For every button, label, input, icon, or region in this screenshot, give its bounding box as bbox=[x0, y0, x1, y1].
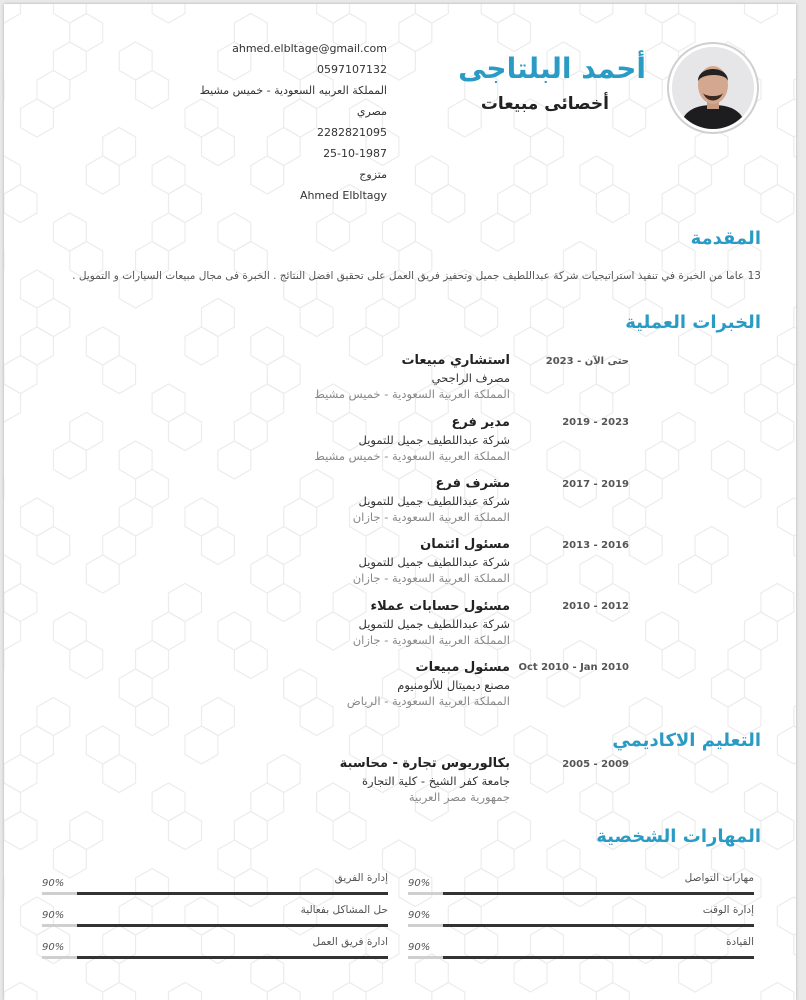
hexagon-shape bbox=[498, 812, 531, 850]
entry-location: المملكة العربية السعودية - خميس مشيط bbox=[314, 449, 510, 463]
hexagon-shape bbox=[761, 983, 794, 1000]
hexagon-shape bbox=[103, 356, 136, 394]
skill-fill bbox=[77, 956, 388, 959]
hexagon-shape bbox=[662, 641, 695, 679]
skill-name: القيادة bbox=[726, 936, 754, 948]
hexagon-shape bbox=[745, 783, 778, 821]
hexagon-shape bbox=[119, 498, 152, 536]
hexagon-shape bbox=[695, 527, 728, 565]
hexagon-shape bbox=[761, 356, 794, 394]
hexagon-shape bbox=[580, 4, 613, 23]
entry-title: مسئول مبيعات bbox=[415, 660, 510, 675]
entry-org: شركة عبداللطيف جميل للتمويل bbox=[358, 617, 510, 631]
hexagon-shape bbox=[136, 470, 169, 508]
skill-track bbox=[408, 892, 754, 895]
hexagon-shape bbox=[37, 527, 70, 565]
entry-date: 2013 - 2016 bbox=[562, 540, 629, 551]
hexagon-shape bbox=[794, 698, 796, 736]
entry-org: مصرف الراجحي bbox=[431, 371, 510, 385]
experience-entry bbox=[210, 536, 510, 586]
birth-date: 25-10-1987 bbox=[323, 147, 387, 160]
hexagon-shape bbox=[70, 413, 103, 451]
entry-date: 2017 - 2019 bbox=[562, 479, 629, 490]
hexagon-shape bbox=[53, 213, 86, 251]
resume-page bbox=[4, 4, 796, 1000]
skill-percent: 90% bbox=[42, 910, 65, 921]
hexagon-shape bbox=[152, 4, 185, 23]
hexagon-shape bbox=[415, 156, 448, 194]
id-number: 2282821095 bbox=[317, 126, 387, 139]
hexagon-shape bbox=[662, 14, 695, 52]
job-title: أخصائى مبيعات bbox=[480, 94, 609, 114]
hexagon-shape bbox=[333, 812, 366, 850]
hexagon-shape bbox=[4, 783, 21, 821]
phone: 0597107132 bbox=[317, 63, 387, 76]
entry-title: استشاري مبيعات bbox=[401, 353, 510, 368]
contact-info bbox=[184, 38, 387, 206]
hexagon-shape bbox=[777, 498, 796, 536]
hexagon-shape bbox=[53, 42, 86, 80]
entry-date: 2019 - 2023 bbox=[562, 417, 629, 428]
hexagon-shape bbox=[514, 555, 547, 593]
entry-date: 2010 - 2012 bbox=[562, 601, 629, 612]
hexagon-shape bbox=[794, 527, 796, 565]
entry-location: جمهورية مصر العربية bbox=[408, 790, 510, 804]
entry-location: المملكة العربية السعودية - الرياض bbox=[346, 694, 510, 708]
skill-name: إدارة الفريق bbox=[334, 872, 388, 884]
hexagon-shape bbox=[37, 299, 70, 337]
hexagon-shape bbox=[169, 812, 202, 850]
experience-entry bbox=[210, 659, 510, 709]
hexagon-shape bbox=[152, 783, 185, 821]
entry-date: 2005 - 2009 bbox=[562, 759, 629, 770]
entry-location: المملكة العربية السعودية - خميس مشيط bbox=[314, 387, 510, 401]
hexagon-shape bbox=[646, 441, 679, 479]
hexagon-shape bbox=[4, 4, 21, 23]
hexagon-shape bbox=[4, 156, 21, 194]
skill-bar bbox=[42, 936, 388, 966]
hexagon-shape bbox=[21, 726, 54, 764]
entry-org: جامعة كفر الشيخ - كلية التجارة bbox=[362, 774, 510, 788]
skill-bar bbox=[42, 872, 388, 902]
skill-percent: 90% bbox=[42, 942, 65, 953]
hexagon-shape bbox=[629, 470, 662, 508]
hexagon-shape bbox=[794, 299, 796, 337]
skill-name: ادارة فريق العمل bbox=[312, 936, 388, 948]
hexagon-shape bbox=[745, 612, 778, 650]
hexagon-shape bbox=[531, 299, 564, 337]
hexagon-shape bbox=[761, 584, 794, 622]
hexagon-shape bbox=[679, 156, 712, 194]
skill-bar bbox=[408, 872, 754, 902]
skill-track bbox=[408, 924, 754, 927]
hexagon-shape bbox=[21, 99, 54, 137]
education-heading: التعليم الاكاديمي bbox=[612, 730, 761, 751]
hexagon-shape bbox=[152, 156, 185, 194]
skill-percent: 90% bbox=[42, 878, 65, 889]
hexagon-shape bbox=[415, 4, 448, 23]
hexagon-shape bbox=[662, 413, 695, 451]
hexagon-shape bbox=[4, 384, 21, 422]
skill-fill bbox=[443, 924, 754, 927]
hexagon-shape bbox=[481, 213, 514, 251]
entry-org: شركة عبداللطيف جميل للتمويل bbox=[358, 433, 510, 447]
hexagon-shape bbox=[86, 156, 119, 194]
hexagon-shape bbox=[728, 470, 761, 508]
hexagon-shape bbox=[695, 356, 728, 394]
hexagon-shape bbox=[86, 726, 119, 764]
hexagon-shape bbox=[712, 441, 745, 479]
experience-heading: الخبرات العملية bbox=[625, 312, 761, 333]
hexagon-shape bbox=[119, 441, 152, 479]
experience-entry bbox=[210, 414, 510, 464]
marital-status: متزوج bbox=[359, 168, 387, 181]
education-entry bbox=[210, 755, 510, 805]
entry-org: شركة عبداللطيف جميل للتمويل bbox=[358, 555, 510, 569]
hexagon-shape bbox=[745, 156, 778, 194]
hexagon-shape bbox=[70, 812, 103, 850]
hexagon-shape bbox=[136, 71, 169, 109]
hexagon-shape bbox=[152, 213, 185, 251]
skill-name: حل المشاكل بفعالية bbox=[300, 904, 388, 916]
hexagon-shape bbox=[202, 299, 235, 337]
hexagon-shape bbox=[4, 812, 37, 850]
hexagon-shape bbox=[103, 983, 136, 1000]
experience-entry bbox=[210, 598, 510, 648]
hexagon-shape bbox=[267, 983, 300, 1000]
hexagon-shape bbox=[596, 983, 629, 1000]
intro-heading: المقدمة bbox=[690, 228, 761, 249]
entry-date: Oct 2010 - Jan 2010 bbox=[518, 662, 629, 673]
entry-org: مصنع ديميتال للألومنيوم bbox=[397, 678, 510, 692]
hexagon-shape bbox=[646, 213, 679, 251]
hexagon-shape bbox=[317, 213, 350, 251]
hexagon-shape bbox=[317, 4, 350, 23]
skill-fill bbox=[77, 924, 388, 927]
entry-location: المملكة العربية السعودية - جازان bbox=[352, 510, 510, 524]
hexagon-shape bbox=[646, 4, 679, 23]
hexagon-shape bbox=[70, 14, 103, 52]
hexagon-shape bbox=[547, 669, 580, 707]
hexagon-shape bbox=[761, 413, 794, 451]
entry-location: المملكة العربية السعودية - جازان bbox=[352, 571, 510, 585]
hexagon-shape bbox=[432, 983, 465, 1000]
hexagon-shape bbox=[169, 584, 202, 622]
entry-title: بكالوريوس تجارة - محاسبة bbox=[339, 756, 510, 771]
entry-title: مسئول حسابات عملاء bbox=[370, 599, 510, 614]
skill-bar bbox=[408, 904, 754, 934]
hexagon-shape bbox=[218, 213, 251, 251]
hexagon-shape bbox=[777, 897, 796, 935]
hexagon-shape bbox=[777, 327, 796, 365]
skill-fill bbox=[443, 956, 754, 959]
hexagon-shape bbox=[234, 812, 267, 850]
hexagon-shape bbox=[745, 4, 778, 23]
hexagon-shape bbox=[745, 384, 778, 422]
entry-title: مسئول ائتمان bbox=[420, 537, 510, 552]
hexagon-shape bbox=[53, 441, 86, 479]
social-name: Ahmed Elbltagy bbox=[299, 189, 387, 202]
experience-entry bbox=[210, 475, 510, 525]
skill-fill bbox=[443, 892, 754, 895]
skill-track bbox=[42, 892, 388, 895]
hexagon-shape bbox=[300, 299, 333, 337]
hexagon-shape bbox=[695, 128, 728, 166]
hexagon-shape bbox=[712, 669, 745, 707]
hexagon-shape bbox=[103, 128, 136, 166]
entry-date: 2023 - حتى الآن bbox=[545, 356, 629, 367]
skill-name: مهارات التواصل bbox=[684, 872, 754, 884]
skill-track bbox=[408, 956, 754, 959]
hexagon-shape bbox=[794, 71, 796, 109]
email: ahmed.elbltage@gmail.com bbox=[232, 42, 387, 55]
hexagon-shape bbox=[580, 156, 613, 194]
nationality: مصري bbox=[356, 105, 387, 118]
hexagon-shape bbox=[613, 498, 646, 536]
hexagon-shape bbox=[761, 185, 794, 223]
skill-track bbox=[42, 924, 388, 927]
skill-percent: 90% bbox=[408, 878, 431, 889]
hexagon-shape bbox=[448, 99, 481, 137]
entry-org: شركة عبداللطيف جميل للتمويل bbox=[358, 494, 510, 508]
full-name: أحمد البلتاجى bbox=[458, 52, 646, 85]
hexagon-shape bbox=[498, 185, 531, 223]
hexagon-shape bbox=[432, 185, 465, 223]
hexagon-shape bbox=[465, 299, 498, 337]
entry-location: المملكة العربية السعودية - جازان bbox=[352, 633, 510, 647]
hexagon-shape bbox=[70, 641, 103, 679]
hexagon-shape bbox=[37, 698, 70, 736]
hexagon-shape bbox=[86, 327, 119, 365]
hexagon-shape bbox=[136, 698, 169, 736]
hexagon-shape bbox=[383, 42, 416, 80]
hexagon-shape bbox=[136, 641, 169, 679]
hexagon-shape bbox=[4, 356, 37, 394]
hexagon-shape bbox=[399, 14, 432, 52]
hexagon-shape bbox=[662, 185, 695, 223]
hexagon-shape bbox=[514, 156, 547, 194]
skill-bar bbox=[408, 936, 754, 966]
hexagon-shape bbox=[761, 812, 794, 850]
hexagon-shape bbox=[119, 669, 152, 707]
hexagon-shape bbox=[21, 270, 54, 308]
hexagon-shape bbox=[366, 299, 399, 337]
hexagon-shape bbox=[4, 612, 21, 650]
hexagon-shape bbox=[152, 612, 185, 650]
skills-heading: المهارات الشخصية bbox=[596, 826, 761, 847]
skill-fill bbox=[77, 892, 388, 895]
hexagon-shape bbox=[728, 641, 761, 679]
hexagon-shape bbox=[103, 755, 136, 793]
hexagon-shape bbox=[53, 612, 86, 650]
address: المملكة العربيه السعودية - خميس مشيط bbox=[199, 84, 387, 97]
hexagon-shape bbox=[547, 441, 580, 479]
hexagon-shape bbox=[4, 755, 37, 793]
skill-name: إدارة الوقت bbox=[702, 904, 754, 916]
hexagon-shape bbox=[613, 99, 646, 137]
hexagon-shape bbox=[103, 527, 136, 565]
hexagon-shape bbox=[21, 498, 54, 536]
hexagon-shape bbox=[4, 185, 37, 223]
profile-photo bbox=[669, 44, 757, 132]
hexagon-shape bbox=[777, 726, 796, 764]
hexagon-shape bbox=[333, 983, 366, 1000]
hexagon-shape bbox=[4, 555, 21, 593]
hexagon-shape bbox=[580, 783, 613, 821]
hexagon-shape bbox=[152, 384, 185, 422]
hexagon-shape bbox=[383, 213, 416, 251]
hexagon-shape bbox=[794, 926, 796, 964]
hexagon-shape bbox=[777, 99, 796, 137]
hexagon-shape bbox=[695, 755, 728, 793]
skill-percent: 90% bbox=[408, 942, 431, 953]
hexagon-shape bbox=[119, 42, 152, 80]
hexagon-shape bbox=[481, 4, 514, 23]
hexagon-shape bbox=[86, 555, 119, 593]
entry-title: مشرف فرع bbox=[435, 476, 510, 491]
entry-title: مدير فرع bbox=[451, 415, 510, 430]
hexagon-shape bbox=[169, 413, 202, 451]
hexagon-shape bbox=[169, 983, 202, 1000]
hexagon-shape bbox=[4, 983, 37, 1000]
intro-text: 13 عاما من الخبرة في تنفيذ استراتيجيات شركة عبداللطيف جميل وتحفيز فريق العمل على تحقيق افضل النتائج . الخبرة فى مجال مبيعات السيارات و التمويل . bbox=[72, 270, 761, 282]
hexagon-shape bbox=[53, 4, 86, 23]
hexagon-shape bbox=[37, 71, 70, 109]
hexagon-shape bbox=[596, 185, 629, 223]
skill-track bbox=[42, 956, 388, 959]
hexagon-shape bbox=[794, 128, 796, 166]
hexagon-shape bbox=[4, 584, 37, 622]
skill-bar bbox=[42, 904, 388, 934]
hexagon-shape bbox=[531, 128, 564, 166]
person-silhouette-icon bbox=[672, 47, 754, 129]
experience-entry bbox=[210, 352, 510, 402]
hexagon-shape bbox=[679, 555, 712, 593]
hexagon-shape bbox=[646, 612, 679, 650]
hexagon-shape bbox=[498, 14, 531, 52]
skill-percent: 90% bbox=[408, 910, 431, 921]
hexagon-shape bbox=[21, 327, 54, 365]
hexagon-shape bbox=[629, 527, 662, 565]
hexagon-shape bbox=[580, 555, 613, 593]
